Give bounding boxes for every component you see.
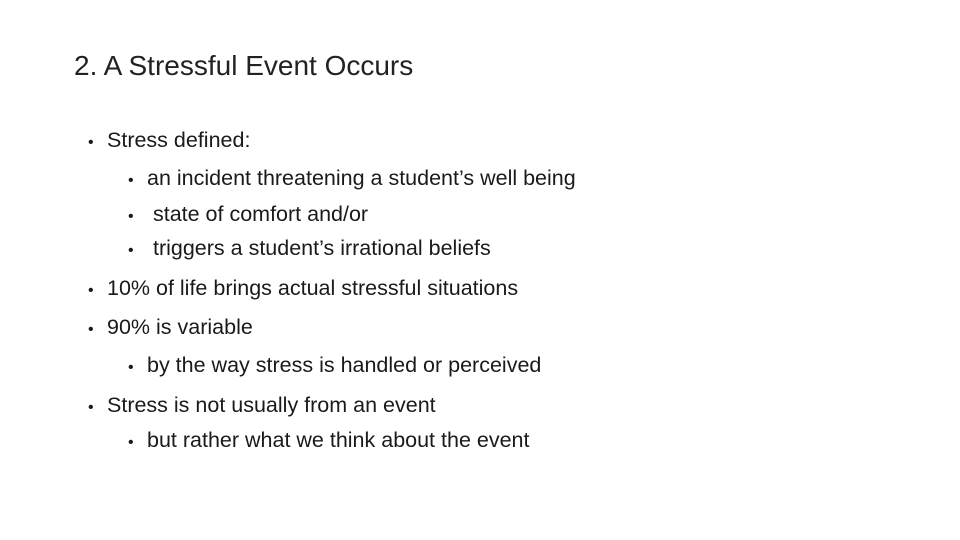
bullet-icon: • <box>128 208 134 225</box>
bullet-text: by the way stress is handled or perceived <box>147 353 542 377</box>
bullet-icon: • <box>128 434 134 451</box>
sub-bullet-item <box>88 353 541 378</box>
bullet-icon: • <box>128 359 134 376</box>
bullet-text: 90% is variable <box>107 315 253 339</box>
bullet-item <box>88 276 518 301</box>
bullet-text: but rather what we think about the event <box>147 428 530 452</box>
sub-bullet-item <box>88 202 368 227</box>
bullet-icon: • <box>88 399 94 416</box>
bullet-icon: • <box>88 282 94 299</box>
sub-bullet-item <box>88 236 491 261</box>
bullet-text: triggers a student’s irrational beliefs <box>147 236 491 260</box>
slide-title: 2. A Stressful Event Occurs <box>74 50 414 81</box>
bullet-icon: • <box>88 134 94 151</box>
bullet-item <box>88 315 253 340</box>
bullet-text: an incident threatening a student’s well being <box>147 166 576 190</box>
bullet-item <box>88 128 250 153</box>
sub-bullet-item <box>88 428 529 453</box>
bullet-icon: • <box>128 242 134 259</box>
bullet-text: Stress is not usually from an event <box>107 393 436 417</box>
bullet-text: state of comfort and/or <box>147 202 369 226</box>
bullet-text: 10% of life brings actual stressful situations <box>107 276 519 300</box>
sub-bullet-item <box>88 166 576 191</box>
bullet-text: Stress defined: <box>107 128 251 152</box>
bullet-icon: • <box>128 172 134 189</box>
bullet-item <box>88 393 436 418</box>
bullet-icon: • <box>88 321 94 338</box>
